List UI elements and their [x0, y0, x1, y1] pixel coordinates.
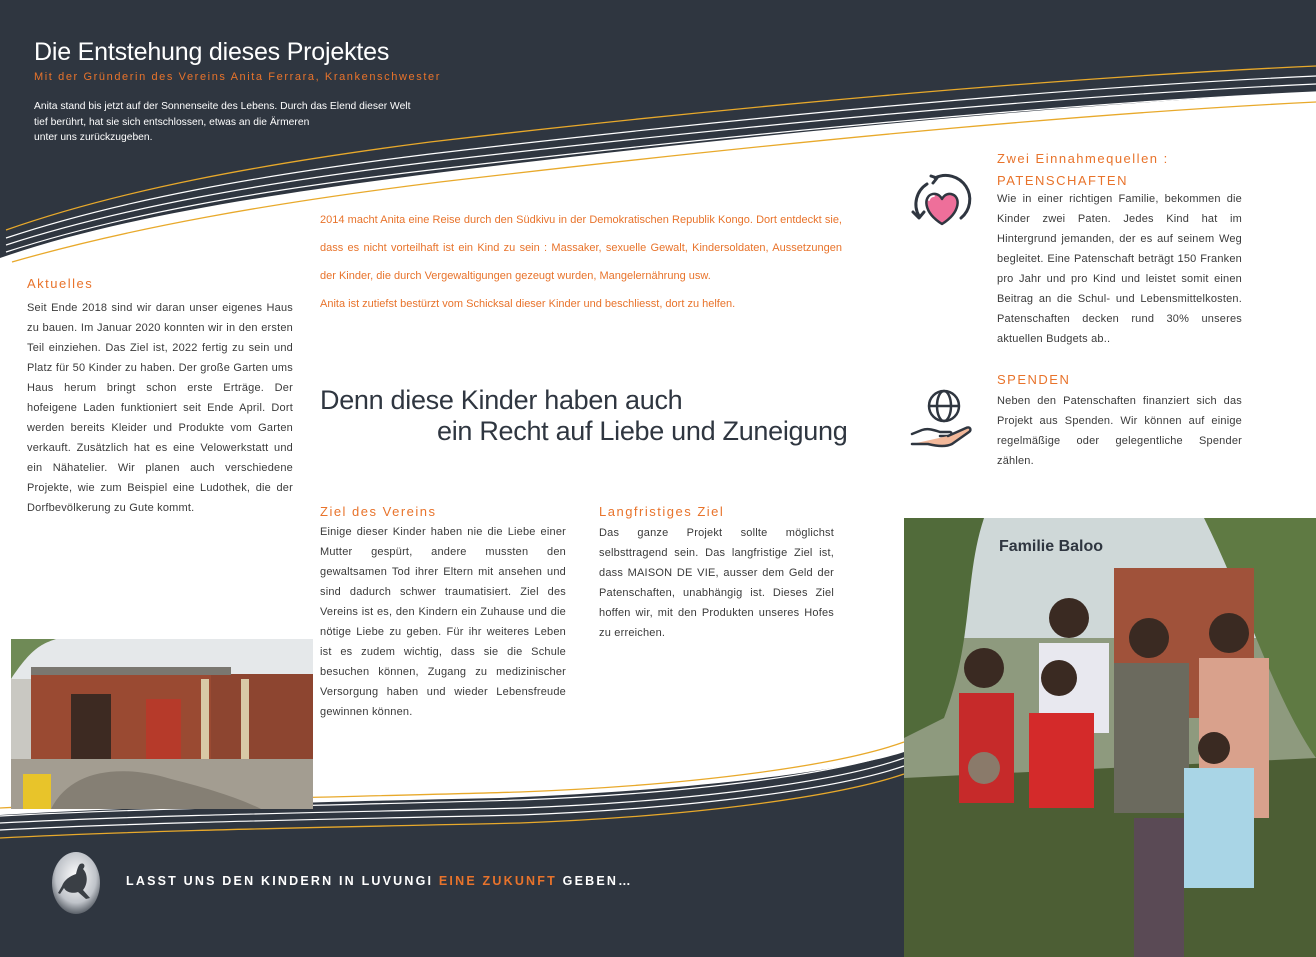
- story-text: [320, 206, 842, 318]
- donation-hand-icon: [906, 384, 976, 454]
- aktuelles-text: Seit Ende 2018 sind wir daran unser eigenes Haus zu bauen. Im Januar 2020 konnten wir in den ersten Teil einziehen. Das Ziel ist, 2022 fertig zu sein und Platz für 50 Kinder zu haben. Der große Garten ums Haus herum bringt schon erste Erträge. Der hofeigene Laden funktioniert seit Ende April. Dort werden bereits Kleider und Produkte vom Garten verkauft. Zusätzlich hat es eine Velowerkstatt und ein Nähatelier. Wir planen auch verschiedene Projekte, wie zum Beispiel eine Ludothek, die der Dorfbevölkerung zu Gute kommt.: [27, 302, 293, 514]
- heart-cycle-icon: [905, 168, 975, 238]
- intro-text: [34, 99, 434, 146]
- patenschaften-text: Wie in einer richtigen Familie, bekommen die Kinder zwei Paten. Jedes Kind hat im Hintergrund jemanden, der es auf seinem Weg begleitet. Eine Patenschaft beträgt 150 Franken pro Jahr und pro Kind und leistet somit einen Beitrag an die Schul- und Lebensmittelkosten. Patenschaften decken rund 30% unseres aktuellen Budgets ab..: [997, 193, 1242, 345]
- heading-line: PATENSCHAFTEN: [997, 173, 1128, 188]
- ziel-heading: Ziel des Vereins: [320, 504, 437, 519]
- patenschaften-heading: [997, 148, 1197, 192]
- page-subtitle: Mit der Gründerin des Vereins Anita Ferrara, Krankenschwester: [34, 71, 441, 83]
- langfristig-text: Das ganze Projekt sollte möglichst selbsttragend sein. Das langfristige Ziel ist, dass MAISON DE VIE, ausser dem Geld der Patenschaften, unabhängig ist. Dieses Ziel hoffen wir, mit den Produkten unseres Hofes zu erreichen.: [599, 527, 834, 639]
- page-title: Die Entstehung dieses Projektes: [34, 38, 390, 66]
- spenden-text: Neben den Patenschaften finanziert sich das Projekt aus Spenden. Wir können auf einige regelmäßige oder gelegentliche Spender zählen.: [997, 395, 1242, 467]
- langfristig-heading: Langfristiges Ziel: [599, 504, 725, 519]
- footer-slogan: [126, 874, 633, 888]
- story-paragraph: Anita ist zutiefst bestürzt vom Schicksal dieser Kinder und beschliesst, dort zu helfen.: [320, 298, 736, 310]
- slogan-highlight: EINE ZUKUNFT: [438, 874, 557, 888]
- heading-line: Zwei Einnahmequellen :: [997, 151, 1169, 166]
- aktuelles-heading: Aktuelles: [27, 276, 94, 291]
- ziel-text: Einige dieser Kinder haben nie die Liebe einer Mutter gespürt, andere mussten den gewaltsamen Tod ihrer Eltern mit ansehen und sind dadurch schwer traumatisiert. Ziel des Vereins ist es, den Kindern ein Zuhause und die nötige Liebe zu geben. Für ihr weiteres Leben ist es zudem wichtig, dass sie die Schule besuchen können, Zugang zu medizinischer Versorgung haben und wieder Lebensfreude gewinnen können.: [320, 526, 566, 718]
- slogan-part: GEBEN…: [556, 874, 633, 888]
- family-photo-label: Familie Baloo: [999, 538, 1104, 555]
- intro-line: Anita stand bis jetzt auf der Sonnenseite des Lebens. Durch das Elend dieser Welt: [34, 101, 411, 112]
- story-paragraph: 2014 macht Anita eine Reise durch den Südkivu in der Demokratischen Republik Kongo. Dort entdeckt sie, dass es nicht vorteilhaft ist ein Kind zu sein : Massaker, sexuelle Gewalt, Kindersoldaten, Aussetzungen der Kinder, die durch Vergewaltigungen gezeugt wurden, Mangelernährung usw.: [320, 214, 842, 282]
- spenden-heading: SPENDEN: [997, 372, 1071, 387]
- kangaroo-logo: [50, 850, 102, 916]
- house-construction-photo: [11, 639, 313, 809]
- slogan-part: LASST UNS DEN KINDERN IN LUVUNGI: [126, 874, 439, 888]
- family-photo: [904, 518, 1316, 957]
- intro-line: tief berührt, hat sie sich entschlossen, etwas an die Ärmeren: [34, 116, 310, 128]
- quote-line-2: ein Recht auf Liebe und Zuneigung: [437, 416, 848, 446]
- intro-line: unter uns zurückzugeben.: [34, 132, 153, 143]
- quote-line-1: Denn diese Kinder haben auch: [320, 385, 683, 415]
